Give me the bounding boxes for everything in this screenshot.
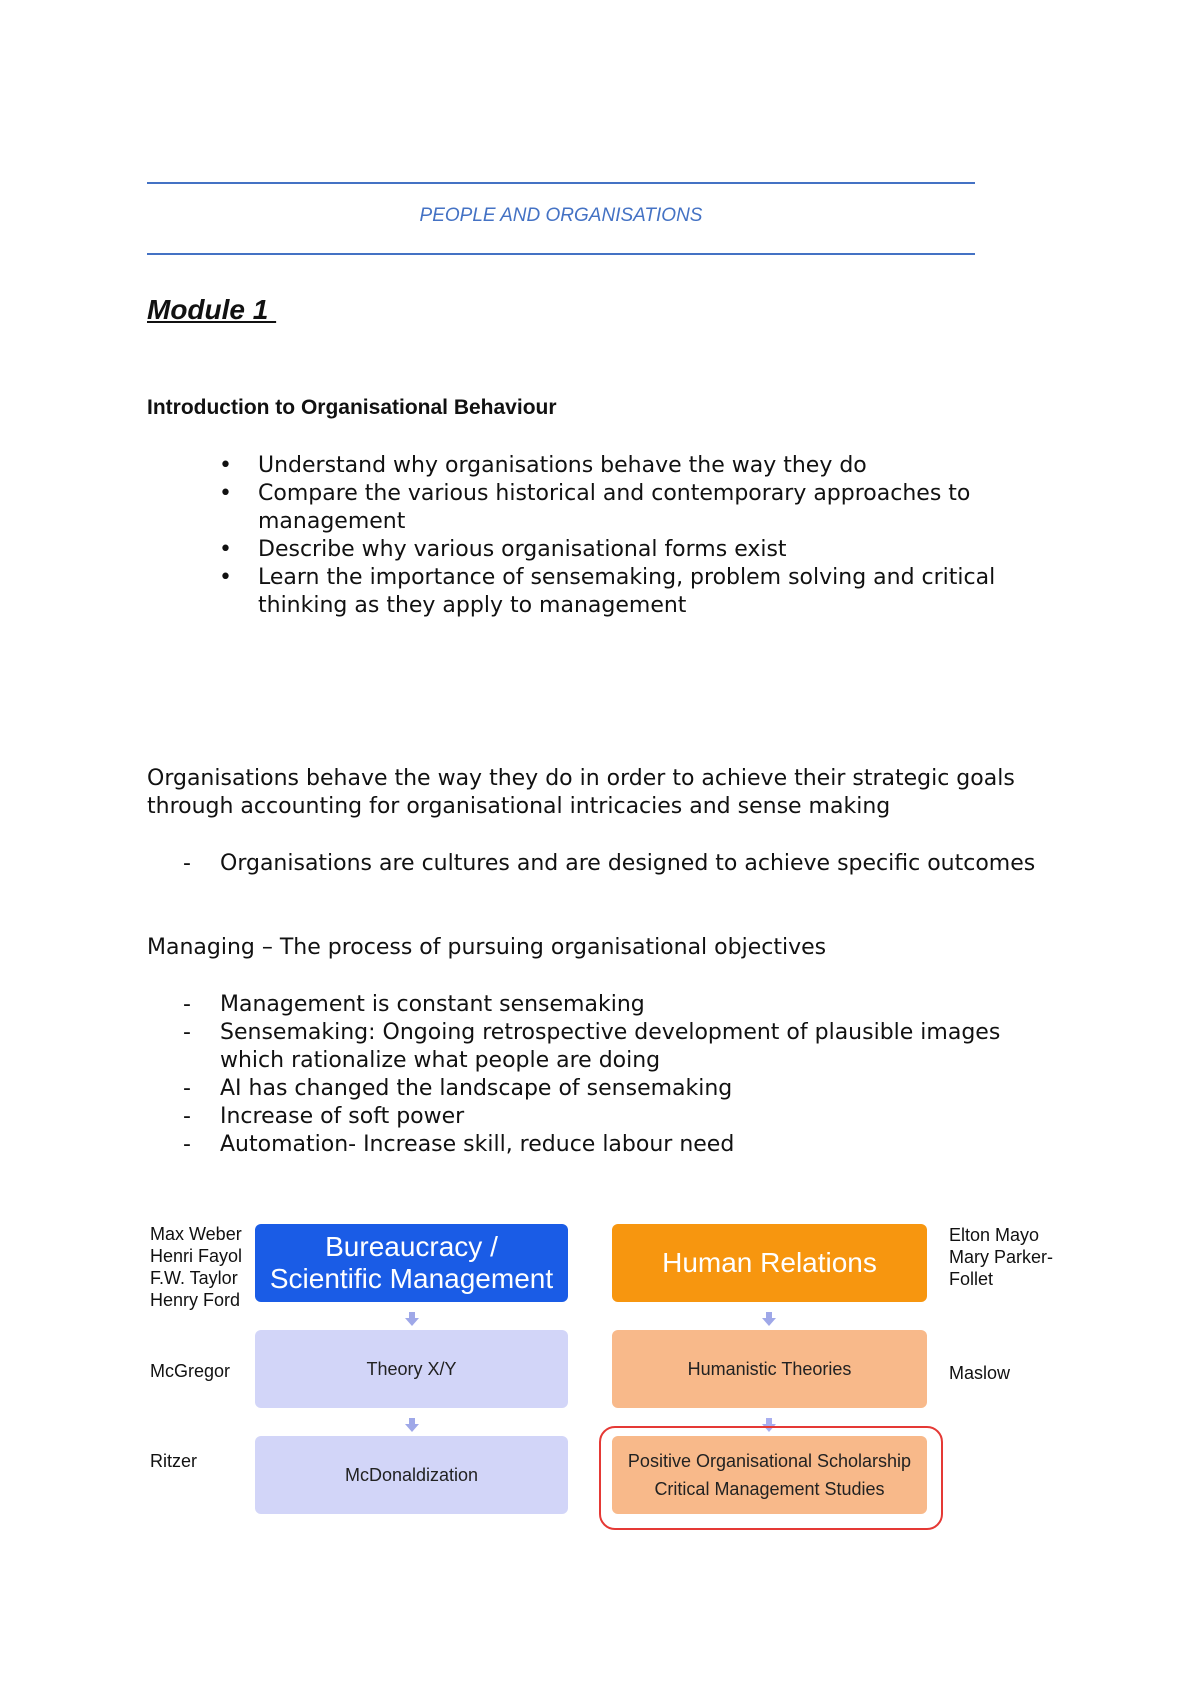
theorist-name: F.W. Taylor (150, 1268, 238, 1288)
bullet-marker: • (219, 481, 232, 506)
left-theorist-3: Ritzer (150, 1451, 198, 1471)
list-item-text: Increase of soft power (220, 1104, 465, 1129)
theorist-name: Elton Mayo (949, 1225, 1040, 1245)
positive-scholarship-line2: Critical Management Studies (654, 1479, 885, 1499)
list-item-text: Automation- Increase skill, reduce labour need (220, 1132, 735, 1157)
list-item-text: Understand why organisations behave the way they do (258, 453, 867, 478)
list-item-text: AI has changed the landscape of sensemaking (220, 1076, 733, 1101)
positive-scholarship-line1: Positive Organisational Scholarship (627, 1451, 912, 1471)
paragraph: Organisations behave the way they do in order to achieve their strategic goals through accounting for organisational intricacies and sense making (147, 766, 1015, 819)
right-theorist-2: Maslow (949, 1363, 1011, 1383)
bullet-marker: • (219, 565, 232, 590)
bureaucracy-box-line1: Bureaucracy / (325, 1231, 498, 1262)
header-bottom-rule (147, 253, 975, 255)
list-item-text: Learn the importance of sensemaking, problem solving and critical thinking as they apply to management (258, 565, 996, 618)
section-heading: Introduction to Organisational Behaviour (147, 396, 557, 419)
down-arrow-icon (405, 1424, 419, 1432)
document-header: PEOPLE AND ORGANISATIONS (419, 205, 703, 226)
left-theorists-1 (150, 1223, 242, 1311)
right-theorists-1 (949, 1224, 1053, 1290)
theorist-name: Henri Fayol (150, 1246, 243, 1266)
humanistic-theories-box: Humanistic Theories (612, 1330, 927, 1408)
theorist-name: Max Weber (150, 1224, 242, 1244)
bureaucracy-box-line2: Scientific Management (269, 1263, 554, 1294)
list-item (147, 1075, 1057, 1103)
list-item-text: Compare the various historical and contemporary approaches to management (258, 481, 971, 534)
list-item (147, 1103, 1057, 1131)
list-item (147, 564, 1057, 620)
dash-marker: - (183, 1020, 191, 1045)
theory-xy-box: Theory X/Y (255, 1330, 568, 1408)
list-item (147, 991, 1057, 1019)
objectives-list (147, 452, 1057, 620)
list-item (147, 536, 1057, 564)
down-arrow-icon (405, 1318, 419, 1326)
mcdonaldization-box: McDonaldization (255, 1436, 568, 1514)
theorist-name: Mary Parker- (949, 1247, 1054, 1267)
dash-list (147, 850, 1057, 878)
list-item-text: Management is constant sensemaking (220, 992, 645, 1017)
list-item (147, 480, 1057, 536)
bullet-marker: • (219, 453, 232, 478)
bullet-marker: • (219, 537, 232, 562)
list-item-text: Sensemaking: Ongoing retrospective development of plausible images which rationalize what people are doing (220, 1020, 1001, 1073)
list-item (147, 1131, 1057, 1159)
human-relations-box: Human Relations (612, 1224, 927, 1302)
dash-marker: - (183, 1076, 191, 1101)
list-item (147, 452, 1057, 480)
dash-marker: - (183, 1132, 191, 1157)
dash-list (147, 991, 1057, 1159)
list-item-text: Describe why various organisational forms exist (258, 537, 787, 562)
left-theorist-2: McGregor (150, 1361, 231, 1381)
down-arrow-icon (762, 1318, 776, 1326)
dash-marker: - (183, 1104, 191, 1129)
list-item (147, 1019, 1057, 1075)
dash-marker: - (183, 851, 191, 876)
theorist-name: Henry Ford (150, 1290, 241, 1310)
list-item-text: Organisations are cultures and are designed to achieve specific outcomes (220, 851, 1036, 876)
paragraph: Managing – The process of pursuing organisational objectives (147, 935, 827, 960)
theorist-name: Follet (949, 1269, 994, 1289)
list-item (147, 850, 1057, 878)
positive-scholarship-box (612, 1436, 927, 1514)
header-top-rule (147, 182, 975, 184)
module-title: Module 1 (147, 294, 277, 325)
bureaucracy-box (255, 1224, 568, 1302)
dash-marker: - (183, 992, 191, 1017)
